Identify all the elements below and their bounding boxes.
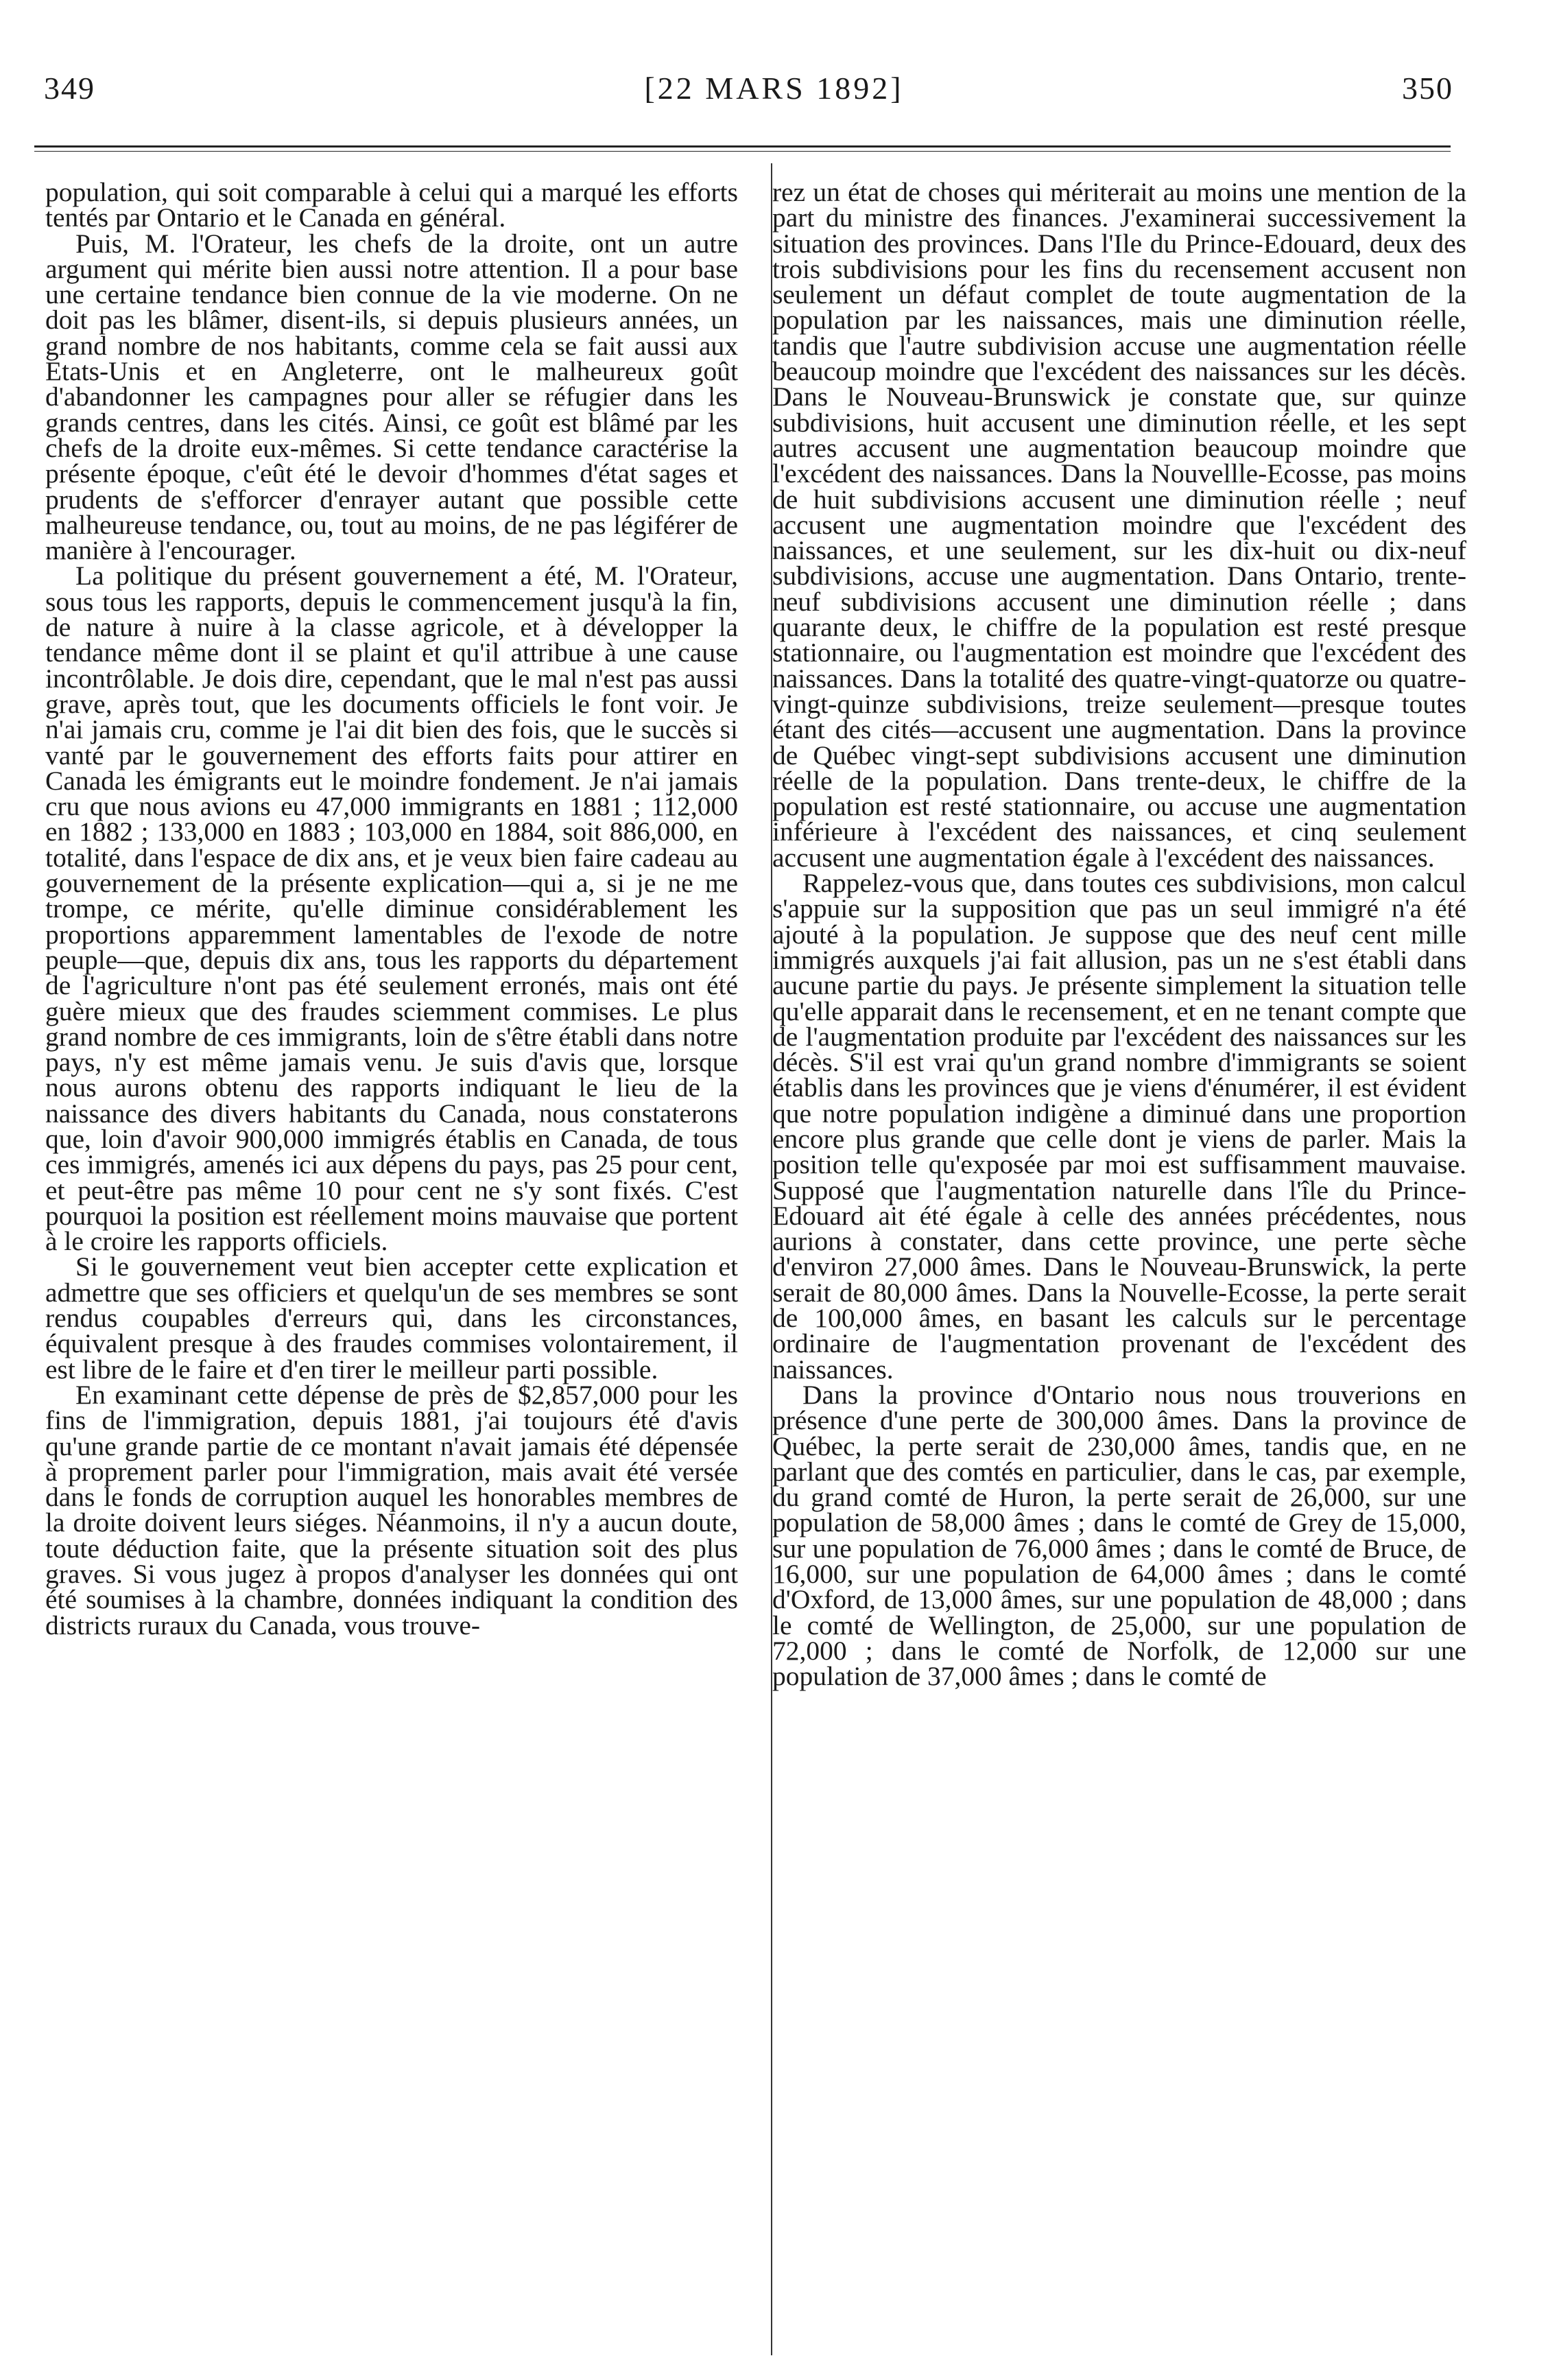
page-number-left: 349 [44, 71, 95, 106]
paragraph: population, qui soit comparable à celui qui a marqué les efforts tentés par Ontario et le Canada en général. [45, 177, 738, 233]
paragraph: rez un état de choses qui mériterait au moins une mention de la part du ministre des finances. J'examinerai successivement la situation des provinces. Dans l'Ile du Prince-Edouard, deux des trois subdivisions pour les fins du recensement accusent non seulement un défaut complet de toute augmentation de la population par les naissances, mais une diminution réelle, tandis que l'autre subdivision accuse une augmentation réelle beaucoup moindre que l'excédent des naissances sur les décès. Dans le Nouveau-Brunswick je constate que, sur quinze subdivisions, huit accusent une diminution réelle, et les sept autres accusent une augmentation beaucoup moindre que l'excédent des naissances. Dans la Nouvellle-Ecosse, pas moins de huit subdivisions accusent une diminution réelle ; neuf accusent une augmentation moindre que l'excédent des naissances, et une seulement, sur les dix-huit ou dix-neuf subdivisions, accuse une augmentation. Dans Ontario, trente-neuf subdivisions accusent une diminution réelle ; dans quarante deux, le chiffre de la population est resté presque stationnaire, ou l'augmentation est moindre que l'excédent des naissances. Dans la totalité des quatre-vingt-quatorze ou quatre-vingt-quinze subdivisions, treize seulement—presque toutes étant des cités—accusent une augmentation. Dans la province de Québec vingt-sept subdivisions accusent une diminution réelle de la population. Dans trente-deux, le chiffre de la population est resté stationnaire, ou accuse une augmentation inférieure à l'excédent des naissances, et cinq seulement accusent une augmentation égale à l'excédent des naissances. [772, 177, 1466, 873]
right-column [772, 177, 1466, 1692]
header-date: [22 MARS 1892] [644, 71, 904, 106]
paragraph: Dans la province d'Ontario nous nous trouverions en présence d'une perte de 300,000 âmes. Dans la province de Québec, la perte serait de 230,000 âmes, tandis que, en ne parlant que des comtés en particulier, dans le cas, par exemple, du grand comté de Huron, la perte serait de 26,000, sur une population de 58,000 âmes ; dans le comté de Grey de 15,000, sur une population de 76,000 âmes ; dans le comté de Bruce, de 16,000, sur une population de 64,000 âmes ; dans le comté d'Oxford, de 13,000 âmes, sur une population de 48,000 ; dans le comté de Wellington, de 25,000, sur une population de 72,000 ; dans le comté de Norfolk, de 12,000 sur une population de 37,000 âmes ; dans le comté de [772, 1379, 1466, 1692]
paragraph: Si le gouvernement veut bien accepter cette explication et admettre que ses officiers et quelqu'un de ses membres se sont rendus coupables d'erreurs qui, dans les circonstances, équivalent presque à des fraudes commises volontairement, il est libre de le faire et d'en tirer le meilleur parti possible. [45, 1251, 738, 1385]
header-rule-thin [34, 151, 1451, 152]
left-column [45, 177, 738, 1640]
paragraph: Puis, M. l'Orateur, les chefs de la droite, ont un autre argument qui mérite bien aussi notre attention. Il a pour base une certaine tendance bien connue de la vie moderne. On ne doit pas les blâmer, disent-ils, si depuis plusieurs années, un grand nombre de nos habitants, comme cela se fait aussi aux Etats-Unis et en Angleterre, ont le malheureux goût d'abandonner les campagnes pour aller se réfugier dans les grands centres, dans les cités. Ainsi, ce goût est blâmé par les chefs de la droite eux-mêmes. Si cette tendance caractérise la présente époque, c'eût été le devoir d'hommes d'état sages et prudents de s'efforcer d'enrayer autant que possible cette malheureuse tendance, ou, tout au moins, de ne pas légiférer de manière à l'encourager. [45, 228, 738, 566]
paragraph: En examinant cette dépense de près de $2,857,000 pour les fins de l'immigration, depuis 1881, j'ai toujours été d'avis qu'une grande partie de ce montant n'avait jamais été dépensée à proprement parler pour l'immigration, mais avait été versée dans le fonds de corruption auquel les honorables membres de la droite doivent leurs siéges. Néanmoins, il n'y a aucun doute, toute déduction faite, que la présente situation soit des plus graves. Si vous jugez à propos d'analyser les données qui ont été soumises à la chambre, données indiquant la condition des districts ruraux du Canada, vous trouve- [45, 1379, 738, 1640]
page-number-right: 350 [1402, 71, 1453, 106]
page-header [0, 0, 1548, 158]
header-rule-thick [34, 145, 1451, 148]
paragraph: La politique du présent gouvernement a été, M. l'Orateur, sous tous les rapports, depuis le commencement jusqu'à la fin, de nature à nuire à la classe agricole, et à développer la tendance même dont il se plaint et qu'il attribue à une cause incontrôlable. Je dois dire, cependant, que le mal n'est pas aussi grave, après tout, que les documents officiels le font voir. Je n'ai jamais cru, comme je l'ai dit bien des fois, que le succès si vanté par le gouvernement des efforts faits pour attirer en Canada les émigrants eut le moindre fondement. Je n'ai jamais cru que nous avions eu 47,000 immigrants en 1881 ; 112,000 en 1882 ; 133,000 en 1883 ; 103,000 en 1884, soit 886,000, en totalité, dans l'espace de dix ans, et je veux bien faire cadeau au gouvernement de la présente explication—qui a, si je ne me trompe, ce mérite, qu'elle diminue considérablement les proportions apparemment lamentables de l'exode de notre peuple—que, depuis dix ans, tous les rapports du département de l'agriculture n'ont pas été seulement erronés, mais ont été guère mieux que des fraudes sciemment commises. Le plus grand nombre de ces immigrants, loin de s'être établi dans notre pays, n'y est même jamais venu. Je suis d'avis que, lorsque nous aurons obtenu des rapports indiquant le lieu de la naissance des divers habitants du Canada, nous constaterons que, loin d'avoir 900,000 immigrés établis en Canada, de tous ces immigrés, amenés ici aux dépens du pays, pas 25 pour cent, et peut-être pas même 10 pour cent ne s'y sont fixés. C'est pourquoi la position est réellement moins mauvaise que portent à le croire les rapports officiels. [45, 561, 738, 1257]
paragraph: Rappelez-vous que, dans toutes ces subdivisions, mon calcul s'appuie sur la supposition que pas un seul immigré n'a été ajouté à la population. Je suppose que des neuf cent mille immigrés auxquels j'ai fait allusion, pas un ne s'est établi dans aucune partie du pays. Je présente simplement la situation telle qu'elle apparait dans le recensement, et en ne tenant compte que de l'augmentation produite par l'excédent des naissances sur les décès. S'il est vrai qu'un grand nombre d'immigrants se soient établis dans les provinces que je viens d'énumérer, il est évident que notre population indigène a diminué dans une proportion encore plus grande que celle dont je viens de parler. Mais la position telle qu'exposée par moi est suffisamment mauvaise. Supposé que l'augmentation naturelle dans l'île du Prince-Edouard ait été égale à celle des années précédentes, nous aurions à constater, dans cette province, une perte sèche d'environ 27,000 âmes. Dans le Nouveau-Brunswick, la perte serait de 80,000 âmes. Dans la Nouvelle-Ecosse, la perte serait de 100,000 âmes, en basant les calculs sur le percentage ordinaire de l'augmentation provenant de l'excédent des naissances. [772, 868, 1466, 1385]
